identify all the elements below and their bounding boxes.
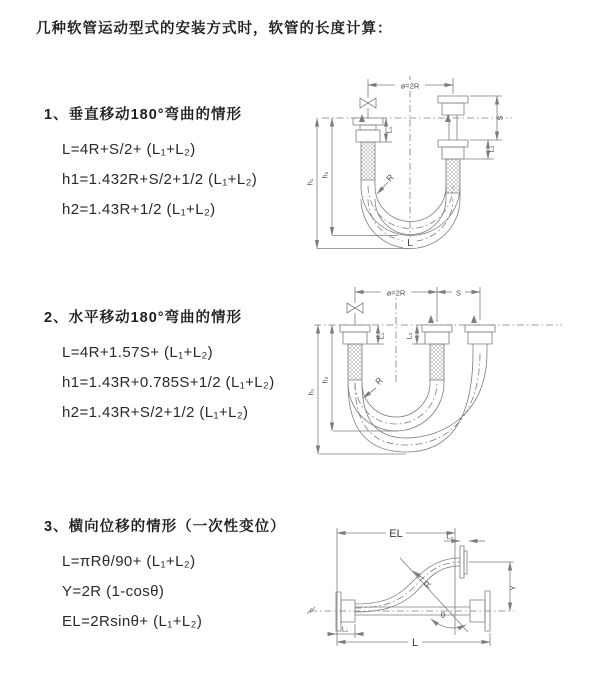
section-3-heading: 3、横向位移的情形（一次性变位）	[44, 519, 286, 535]
dim-label-h1: h₁	[305, 178, 315, 186]
middle-fitting	[422, 325, 452, 383]
formula-h2: h2=1.43R+S/2+1/2 (L₁+L₂)	[62, 404, 249, 421]
section-1-heading: 1、垂直移动180°弯曲的情形	[44, 107, 243, 123]
radius-leader	[377, 182, 388, 194]
dim-label-l1: L₁	[384, 126, 394, 134]
theta-label: θ	[440, 611, 446, 620]
dim-label-h1: h₁	[306, 388, 316, 396]
radius-label: R	[384, 172, 396, 184]
radius-label: R	[373, 375, 385, 387]
section-2-heading: 2、水平移动180°弯曲的情形	[44, 310, 243, 326]
movement-arrow-icon	[471, 315, 477, 323]
dim-label-h2: h₂	[320, 171, 330, 179]
formula-h1: h1=1.432R+S/2+1/2 (L₁+L₂)	[62, 171, 258, 188]
dim-label-l2: L₂	[404, 332, 414, 340]
length-label: L	[407, 237, 413, 249]
length-label: L	[411, 637, 419, 649]
dim-label-l1: L₁	[376, 332, 386, 340]
diagram-lateral-displacement	[300, 500, 600, 655]
hose-u-bend-position-2	[348, 352, 487, 452]
dim-label-l2: L₂	[446, 534, 454, 541]
formula-y: Y=2R (1-cosθ)	[62, 583, 165, 600]
dim-label-l2: L₂	[486, 145, 496, 153]
movement-arrow-icon	[428, 315, 434, 323]
formula-l: L=4R+S/2+ (L₁+L₂)	[62, 141, 196, 158]
section-lateral-displacement	[44, 515, 286, 637]
dim-label-h2: h₂	[320, 376, 330, 384]
upper-flange	[460, 546, 467, 578]
diagram-vertical-180-bend	[298, 70, 533, 265]
formula-h2: h2=1.43R+1/2 (L₁+L₂)	[62, 201, 216, 218]
formula-h1: h1=1.43R+0.785S+1/2 (L₁+L₂)	[62, 374, 275, 391]
dim-label-width: ø=2R	[386, 288, 406, 298]
page-title: 几种软管运动型式的安装方式时，软管的长度计算：	[36, 21, 393, 37]
diagram-horizontal-180-bend	[300, 282, 595, 460]
left-fitting	[340, 325, 370, 383]
valve-icon	[360, 92, 376, 118]
dim-label-width: ø=2R	[400, 81, 420, 91]
formula-l: L=πRθ/90+ (L₁+L₂)	[62, 553, 196, 570]
left-fitting	[353, 118, 383, 186]
formula-l: L=4R+1.57S+ (L₁+L₂)	[62, 344, 214, 361]
section-vertical-movement	[44, 103, 257, 225]
radius-label: R	[421, 578, 434, 590]
dim-label-s: S	[495, 115, 505, 121]
break-mark	[307, 607, 315, 614]
right-fitting	[465, 325, 495, 352]
dim-label-s: S	[455, 288, 462, 298]
formula-el: EL=2Rsinθ+ (L₁+L₂)	[62, 613, 203, 630]
hose-u-bend-position-1	[361, 186, 460, 236]
dim-label-y: Y	[508, 585, 518, 591]
left-flange	[336, 592, 355, 631]
dim-label-l1: L₁	[341, 626, 349, 634]
theta-arc	[431, 619, 466, 628]
dim-label-el: EL	[389, 528, 403, 540]
valve-icon	[347, 300, 363, 325]
section-horizontal-movement	[44, 306, 275, 428]
radius-leader	[363, 388, 376, 398]
right-fitting-positions	[438, 96, 468, 199]
